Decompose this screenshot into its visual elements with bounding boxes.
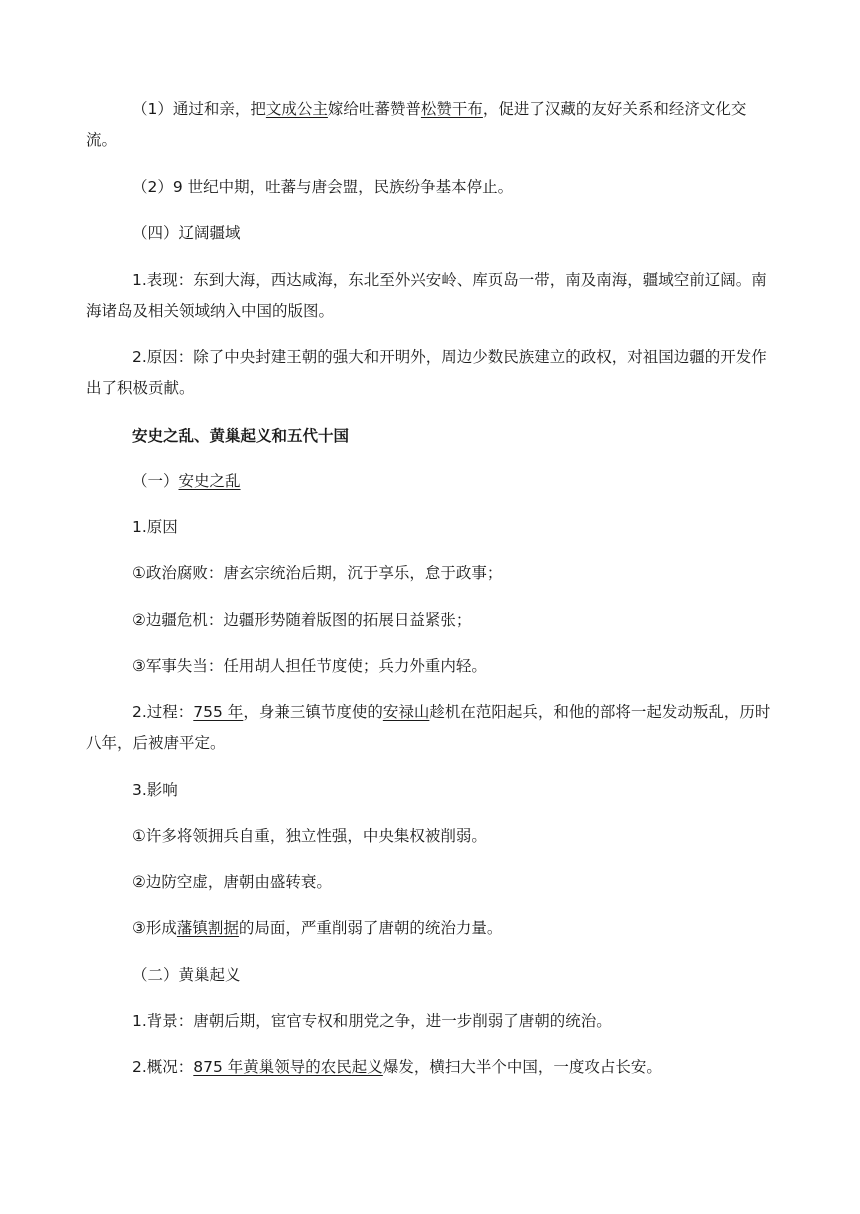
text-run: 爆发，横扫大半个中国，一度攻占长安。	[382, 1058, 662, 1076]
paragraph	[86, 94, 776, 156]
paragraph	[86, 172, 776, 203]
text-run: 2.概况：	[132, 1058, 194, 1076]
underlined-term: 安禄山	[382, 703, 430, 721]
text-run: ③军事失当：任用胡人担任节度使；兵力外重内轻。	[132, 657, 487, 675]
section-heading	[86, 218, 776, 249]
text-run: 嫁给吐蕃赞普	[327, 100, 421, 118]
text-run: （四）辽阔疆域	[132, 224, 241, 242]
section-heading	[86, 466, 776, 497]
text-run: （1）通过和亲，把	[132, 100, 266, 118]
text-run: 1.原因	[132, 518, 178, 536]
text-run: 2.过程：	[132, 703, 194, 721]
underlined-term: 755 年	[193, 703, 244, 721]
text-run: ，身兼三镇节度使的	[243, 703, 383, 721]
underlined-term: 文成公主	[265, 100, 328, 118]
paragraph	[86, 512, 776, 543]
text-run: 趁机在范阳起兵，和他的部将一起发动叛乱，历时八年，后被唐平定。	[86, 703, 771, 752]
list-item	[86, 605, 776, 636]
paragraph	[86, 775, 776, 806]
text-run: 2.原因：除了中央封建王朝的强大和开明外，周边少数民族建立的政权，对祖国边疆的开发作出了积极贡献。	[86, 348, 767, 397]
text-run: 1.背景：唐朝后期，宦官专权和朋党之争，进一步削弱了唐朝的统治。	[132, 1012, 612, 1030]
paragraph	[86, 697, 776, 759]
chapter-heading	[86, 421, 776, 452]
paragraph	[86, 1006, 776, 1037]
list-item	[86, 821, 776, 852]
underlined-term: 安史之乱	[178, 472, 241, 490]
paragraph	[86, 265, 776, 327]
text-run: ①许多将领拥兵自重，独立性强，中央集权被削弱。	[132, 827, 487, 845]
text-run: ③形成	[132, 919, 177, 937]
paragraph	[86, 342, 776, 404]
underlined-term: 875 年黄巢领导的农民起义	[193, 1058, 383, 1076]
list-item	[86, 558, 776, 589]
list-item	[86, 913, 776, 944]
list-item	[86, 651, 776, 682]
text-run: （2）9 世纪中期，吐蕃与唐会盟，民族纷争基本停止。	[132, 178, 514, 196]
text-run: （二）黄巢起义	[132, 966, 241, 984]
text-run: ①政治腐败：唐玄宗统治后期，沉于享乐，怠于政事；	[132, 564, 503, 582]
paragraph	[86, 1052, 776, 1083]
text-run: ②边疆危机：边疆形势随着版图的拓展日益紧张；	[132, 611, 472, 629]
list-item	[86, 867, 776, 898]
text-run: 3.影响	[132, 781, 178, 799]
text-run: 安史之乱、黄巢起义和五代十国	[132, 427, 350, 445]
text-run: （一）	[132, 472, 179, 490]
text-run: 1.表现：东到大海，西达咸海，东北至外兴安岭、库页岛一带，南及南海，疆域空前辽阔。南海诸岛及相关领域纳入中国的版图。	[86, 271, 767, 320]
underlined-term: 藩镇割据	[176, 919, 239, 937]
text-run: ，促进了汉藏的友好关系和经济文化交流。	[86, 100, 747, 149]
underlined-term: 松赞干布	[420, 100, 483, 118]
section-heading	[86, 960, 776, 991]
text-run: 的局面，严重削弱了唐朝的统治力量。	[238, 919, 503, 937]
text-run: ②边防空虚，唐朝由盛转衰。	[132, 873, 332, 891]
